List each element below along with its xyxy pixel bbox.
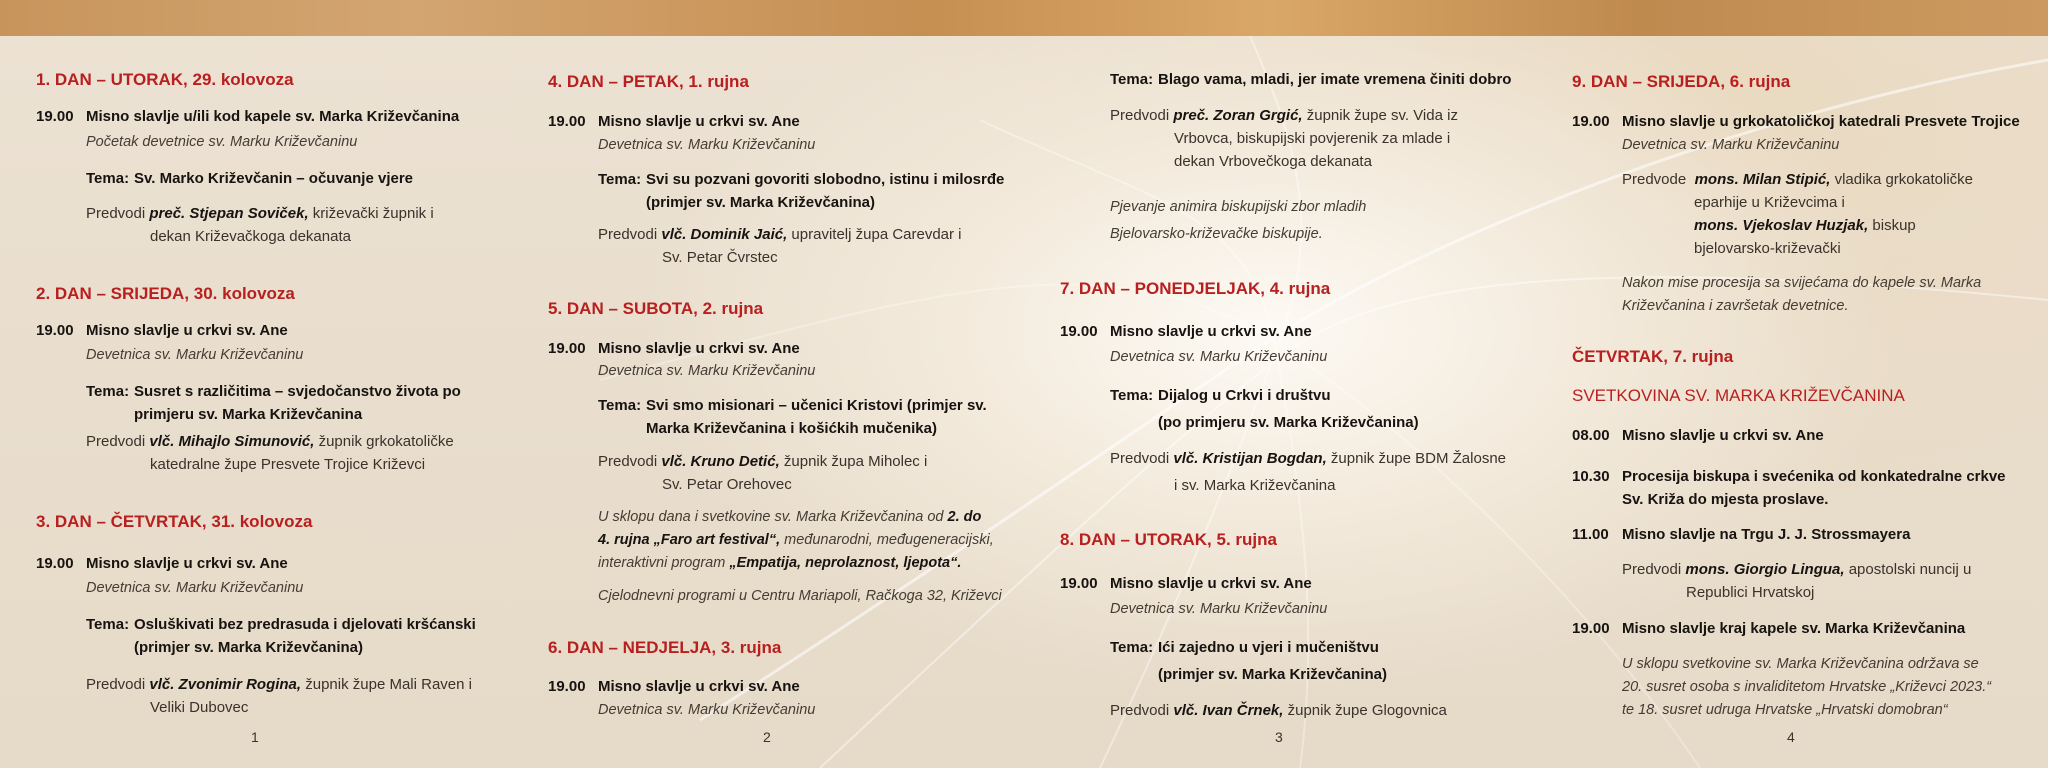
presider-label: Predvodi	[598, 226, 658, 243]
presider-role: župnik župe Mali Raven i	[301, 676, 472, 693]
day-6-presider	[1110, 104, 1458, 173]
theme-label: Tema:	[86, 170, 130, 187]
day-7-subtitle: Devetnica sv. Marku Križevčaninu	[1110, 349, 1328, 365]
theme-text: Svi su pozvani govoriti slobodno, istinu i milosrđe	[646, 171, 1005, 188]
theme-label: Tema:	[598, 171, 642, 188]
theme-text: Ići zajedno u vjeri i mučeništvu	[1158, 639, 1379, 656]
presider-label: Predvodi	[86, 676, 146, 693]
presider-name: mons. Vjekoslav Huzjak,	[1694, 217, 1869, 234]
page-number: 4	[1787, 729, 1795, 745]
feast-event-1900	[1572, 620, 1965, 637]
page-number: 3	[1275, 729, 1283, 745]
time: 19.00	[36, 555, 74, 572]
theme-text-line-2: (primjer sv. Marka Križevčanina)	[134, 639, 363, 656]
theme-label: Tema:	[1110, 71, 1154, 88]
procession-note	[1622, 272, 1981, 318]
page-4-column	[1572, 0, 2042, 768]
presider-role-line: Vrbovca, biskupijski povjerenik za mlade i	[1174, 130, 1451, 147]
mass-text: Misno slavlje u crkvi sv. Ane	[598, 113, 800, 130]
presider-label: Predvodi	[86, 433, 146, 450]
time: 19.00	[1060, 323, 1098, 340]
presider-label: Predvodi	[1110, 702, 1170, 719]
presider-role: križevački župnik i	[308, 205, 434, 222]
day-7-mass	[1060, 323, 1312, 340]
presider-name: vlč. Dominik Jaić,	[661, 226, 788, 243]
day-1-theme	[86, 167, 413, 190]
presider-name: preč. Zoran Grgić,	[1173, 107, 1303, 124]
presider-role-line: i sv. Marka Križevčanina	[1174, 477, 1336, 494]
time: 08.00	[1572, 427, 1610, 444]
note-festival-name: 4. rujna „Faro art festival“,	[598, 532, 781, 548]
time: 19.00	[548, 678, 586, 695]
day-4-theme	[598, 168, 1004, 214]
day-9-presiders	[1622, 168, 1973, 260]
page-number: 2	[763, 729, 771, 745]
note-text: te 18. susret udruga Hrvatske „Hrvatski domobran“	[1622, 702, 1948, 718]
note-text: Pjevanje animira biskupijski zbor mladih	[1110, 199, 1367, 215]
presider-label: Predvodi	[1622, 561, 1682, 578]
day-8-presider	[1110, 699, 1447, 722]
day-8-heading: 8. DAN – UTORAK, 5. rujna	[1060, 530, 1277, 549]
time: 19.00	[36, 322, 74, 339]
feast-note	[1622, 653, 1991, 722]
theme-label: Tema:	[86, 383, 130, 400]
feast-presider	[1622, 558, 1971, 604]
day-6-heading: 6. DAN – NEDJELJA, 3. rujna	[548, 638, 782, 657]
note-text: 20. susret osoba s invaliditetom Hrvatske „Križevci 2023.“	[1622, 679, 1992, 695]
mass-text: Misno slavlje u grkokatoličkoj katedrali Presvete Trojice	[1622, 113, 2020, 130]
theme-label: Tema:	[1110, 387, 1154, 404]
presider-role: apostolski nuncij u	[1844, 561, 1972, 578]
presider-label: Predvodi	[598, 453, 658, 470]
theme-label: Tema:	[86, 616, 130, 633]
presider-role-line: dekan Vrbovečkoga dekanata	[1174, 153, 1372, 170]
day-4-subtitle: Devetnica sv. Marku Križevčaninu	[598, 137, 816, 153]
presider-name: mons. Milan Stipić,	[1694, 171, 1831, 188]
presider-role-line: katedralne župe Presvete Trojice Križevci	[150, 456, 426, 473]
presider-role: upravitelj župa Carevdar i	[787, 226, 962, 243]
page-1-column	[36, 0, 506, 768]
day-3-presider	[86, 673, 472, 719]
day-3-theme	[86, 613, 476, 659]
day-8-theme	[1110, 636, 1387, 686]
choir-note	[1110, 196, 1366, 246]
presider-name: preč. Stjepan Soviček,	[149, 205, 309, 222]
event-text: Misno slavlje na Trgu J. J. Strossmayera	[1622, 526, 1911, 543]
note-text: U sklopu dana i svetkovine sv. Marka Križevčanina od	[598, 509, 948, 525]
presider-label: Predvodi	[1110, 107, 1170, 124]
day-9-heading: 9. DAN – SRIJEDA, 6. rujna	[1572, 72, 1791, 91]
mass-text: Misno slavlje u crkvi sv. Ane	[86, 555, 288, 572]
mass-text: Misno slavlje u crkvi sv. Ane	[598, 678, 800, 695]
presider-role-line: Sv. Petar Čvrstec	[662, 249, 778, 266]
time: 19.00	[548, 113, 586, 130]
note-text: Bjelovarsko-križevačke biskupije.	[1110, 226, 1323, 242]
day-4-heading: 4. DAN – PETAK, 1. rujna	[548, 72, 749, 91]
note-text: Nakon mise procesija sa svijećama do kapele sv. Marka	[1622, 275, 1982, 291]
event-text-line-2: Sv. Križa do mjesta proslave.	[1622, 491, 1829, 508]
time: 10.30	[1572, 468, 1610, 485]
festival-note	[598, 506, 994, 575]
day-9-mass	[1572, 113, 2020, 130]
presider-role: župnik župa Miholec i	[779, 453, 928, 470]
mass-text: Misno slavlje u crkvi sv. Ane	[86, 322, 288, 339]
event-text: Procesija biskupa i svećenika od konkatedralne crkve	[1622, 468, 2006, 485]
page-number: 1	[251, 729, 259, 745]
note-text: interaktivni program	[598, 555, 730, 571]
note-text: U sklopu svetkovine sv. Marka Križevčanina održava se	[1622, 656, 1979, 672]
day-1-subtitle: Početak devetnice sv. Marku Križevčaninu	[86, 134, 358, 150]
presider-name: mons. Giorgio Lingua,	[1685, 561, 1845, 578]
note-text: međunarodni, međugeneracijski,	[780, 532, 994, 548]
presider-role: župnik župe BDM Žalosne	[1326, 450, 1507, 467]
time: 19.00	[548, 340, 586, 357]
presider-name: vlč. Kruno Detić,	[661, 453, 780, 470]
time: 19.00	[1572, 620, 1610, 637]
theme-text-line-2: primjeru sv. Marka Križevčanina	[134, 406, 363, 423]
time: 11.00	[1572, 526, 1609, 543]
mass-text: Misno slavlje u crkvi sv. Ane	[1110, 323, 1312, 340]
day-7-heading: 7. DAN – PONEDJELJAK, 4. rujna	[1060, 279, 1331, 298]
presider-role-line: bjelovarsko-križevački	[1694, 240, 1841, 257]
event-text: Misno slavlje u crkvi sv. Ane	[1622, 427, 1824, 444]
page-3-column	[1060, 0, 1530, 768]
day-5-presider	[598, 450, 927, 496]
day-5-subtitle: Devetnica sv. Marku Križevčaninu	[598, 363, 816, 379]
day-2-subtitle: Devetnica sv. Marku Križevčaninu	[86, 347, 304, 363]
theme-text-line-2: Marka Križevčanina i košićkih mučenika)	[646, 420, 937, 437]
day-1-heading: 1. DAN – UTORAK, 29. kolovoza	[36, 70, 294, 89]
presider-role-line: eparhije u Križevcima i	[1694, 194, 1845, 211]
presider-name: vlč. Zvonimir Rogina,	[149, 676, 302, 693]
time: 19.00	[1060, 575, 1098, 592]
presider-label: Predvodi	[86, 205, 146, 222]
day-1-mass	[36, 108, 459, 125]
feast-subheading: SVETKOVINA SV. MARKA KRIŽEVČANINA	[1572, 386, 1905, 405]
day-8-subtitle: Devetnica sv. Marku Križevčaninu	[1110, 601, 1328, 617]
day-6-theme	[1110, 68, 1511, 91]
note-dates: 2. do	[947, 509, 982, 525]
day-6-subtitle: Devetnica sv. Marku Križevčaninu	[598, 702, 816, 718]
day-8-mass	[1060, 575, 1312, 592]
day-5-theme	[598, 394, 987, 440]
day-4-presider	[598, 223, 962, 269]
day-4-mass	[548, 113, 800, 130]
day-1-presider	[86, 202, 434, 248]
day-2-theme	[86, 380, 461, 426]
presider-role: vladika grkokatoličke	[1830, 171, 1973, 188]
presider-role: župnik župe sv. Vida iz	[1302, 107, 1458, 124]
presider-role-line: Veliki Dubovec	[150, 699, 249, 716]
theme-text-line-2: (primjer sv. Marka Križevčanina)	[646, 194, 875, 211]
theme-text: Sv. Marko Križevčanin – očuvanje vjere	[134, 170, 414, 187]
theme-label: Tema:	[1110, 639, 1154, 656]
feast-event-1100	[1572, 526, 1910, 543]
presider-2	[1622, 214, 1973, 237]
note-program-name: „Empatija, neprolaznost, ljepota“.	[729, 555, 962, 571]
presider-role-line: dekan Križevačkoga dekanata	[150, 228, 351, 245]
day-5-mass	[548, 340, 800, 357]
feast-heading: ČETVRTAK, 7. rujna	[1572, 347, 1734, 366]
feast-event-1030	[1572, 465, 2006, 511]
presider-label: Predvode	[1622, 171, 1687, 188]
time: 19.00	[36, 108, 74, 125]
mass-text: Misno slavlje u crkvi sv. Ane	[598, 340, 800, 357]
feast-event-0800	[1572, 427, 1824, 444]
presider-label: Predvodi	[1110, 450, 1170, 467]
theme-text-line-2: (primjer sv. Marka Križevčanina)	[1158, 666, 1387, 683]
day-2-heading: 2. DAN – SRIJEDA, 30. kolovoza	[36, 284, 295, 303]
day-2-presider	[86, 430, 454, 476]
note-text: Križevčanina i završetak devetnice.	[1622, 298, 1849, 314]
mass-text: Misno slavlje u crkvi sv. Ane	[1110, 575, 1312, 592]
theme-text: Blago vama, mladi, jer imate vremena činiti dobro	[1158, 71, 1512, 88]
theme-label: Tema:	[598, 397, 642, 414]
day-7-theme	[1110, 384, 1419, 434]
presider-role: biskup	[1868, 217, 1916, 234]
day-9-subtitle: Devetnica sv. Marku Križevčaninu	[1622, 137, 1840, 153]
day-3-subtitle: Devetnica sv. Marku Križevčaninu	[86, 580, 304, 596]
event-text: Misno slavlje kraj kapele sv. Marka Križevčanina	[1622, 620, 1966, 637]
day-7-presider	[1110, 447, 1506, 497]
day-3-heading: 3. DAN – ČETVRTAK, 31. kolovoza	[36, 512, 313, 531]
day-5-heading: 5. DAN – SUBOTA, 2. rujna	[548, 299, 764, 318]
theme-text-line-2: (po primjeru sv. Marka Križevčanina)	[1158, 414, 1419, 431]
day-6-mass	[548, 678, 800, 695]
presider-name: vlč. Ivan Črnek,	[1173, 702, 1284, 719]
theme-text: Dijalog u Crkvi i društvu	[1158, 387, 1331, 404]
time: 19.00	[1572, 113, 1610, 130]
theme-text: Osluškivati bez predrasuda i djelovati kršćanski	[134, 616, 476, 633]
page-2-column	[548, 0, 1018, 768]
presider-role-line: Republici Hrvatskoj	[1686, 584, 1815, 601]
presider-role-line: Sv. Petar Orehovec	[662, 476, 792, 493]
presider-role: župnik župe Glogovnica	[1283, 702, 1447, 719]
presider-name: vlč. Mihajlo Simunović,	[149, 433, 315, 450]
presider-name: vlč. Kristijan Bogdan,	[1173, 450, 1327, 467]
day-2-mass	[36, 322, 288, 339]
theme-text: Susret s različitima – svjedočanstvo života po	[134, 383, 461, 400]
theme-text: Svi smo misionari – učenici Kristovi (primjer sv.	[646, 397, 987, 414]
day-3-mass	[36, 555, 288, 572]
presider-role: župnik grkokatoličke	[314, 433, 454, 450]
mass-text: Misno slavlje u/ili kod kapele sv. Marka Križevčanina	[86, 108, 460, 125]
festival-venue-note: Cjelodnevni programi u Centru Mariapoli, Račkoga 32, Križevci	[598, 588, 1002, 604]
